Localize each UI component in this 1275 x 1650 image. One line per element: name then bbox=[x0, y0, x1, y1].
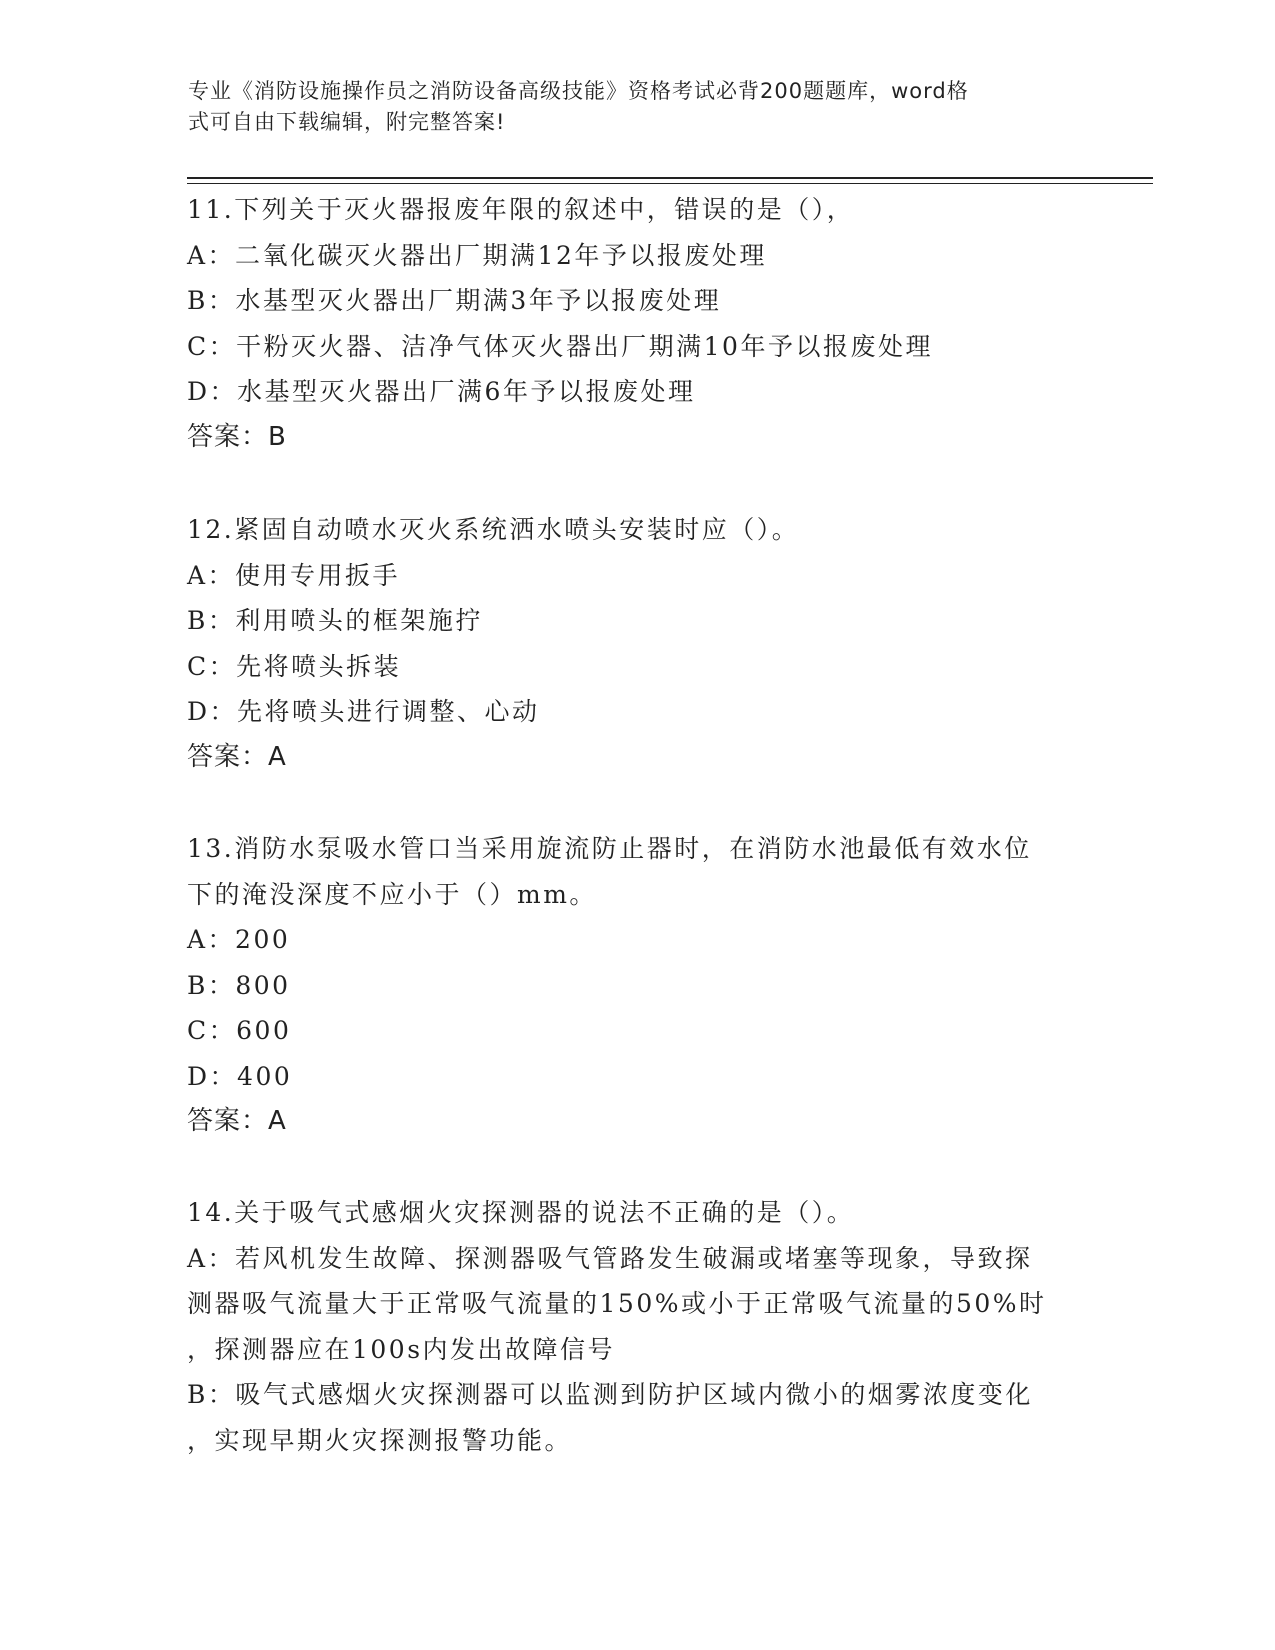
header-divider-thick bbox=[187, 177, 1153, 179]
question-stem bbox=[187, 1190, 1087, 1236]
option-b bbox=[187, 598, 1087, 644]
option-line: B：水基型灭火器出厂期满3年予以报废处理 bbox=[187, 286, 722, 315]
option-line: A：二氧化碳灭火器出厂期满12年予以报废处理 bbox=[187, 240, 767, 270]
option-line: C：600 bbox=[187, 1016, 292, 1045]
option-c bbox=[187, 324, 1087, 370]
option-line: B：800 bbox=[187, 970, 291, 1000]
header-line: 式可自由下载编辑，附完整答案! bbox=[188, 110, 506, 134]
option-line: A：200 bbox=[187, 925, 291, 954]
option-line: B：利用喷头的框架施拧 bbox=[187, 606, 483, 635]
option-c bbox=[187, 1008, 1087, 1054]
option-d bbox=[187, 369, 1087, 415]
question-stem bbox=[187, 187, 1087, 233]
option-d bbox=[187, 1054, 1087, 1100]
option-a bbox=[187, 917, 1087, 963]
option-line: A：使用专用扳手 bbox=[187, 560, 401, 590]
document-header bbox=[188, 76, 1068, 138]
stem-line: 下的淹没深度不应小于（）mm。 bbox=[187, 879, 597, 909]
option-a bbox=[187, 1236, 1087, 1373]
question-11 bbox=[187, 187, 1087, 460]
option-b bbox=[187, 1372, 1087, 1463]
option-line: B：吸气式感烟火灾探测器可以监测到防护区域内微小的烟雾浓度变化 bbox=[187, 1380, 1033, 1409]
question-12 bbox=[187, 507, 1087, 780]
option-line: D：水基型灭火器出厂满6年予以报废处理 bbox=[187, 377, 696, 406]
header-divider-thin bbox=[187, 183, 1153, 184]
stem-line: 11.下列关于灭火器报废年限的叙述中，错误的是（）， bbox=[187, 195, 855, 224]
answer-label: 答案：B bbox=[187, 421, 287, 452]
question-stem bbox=[187, 826, 1087, 917]
header-line: 专业《消防设施操作员之消防设备高级技能》资格考试必背200题题库，word格 bbox=[188, 79, 969, 103]
option-line: C：干粉灭火器、洁净气体灭火器出厂期满10年予以报废处理 bbox=[187, 331, 933, 361]
question-14 bbox=[187, 1190, 1087, 1463]
option-a bbox=[187, 553, 1087, 599]
option-line: ，探测器应在100s内发出故障信号 bbox=[187, 1334, 616, 1364]
option-b bbox=[187, 963, 1087, 1009]
option-d bbox=[187, 689, 1087, 735]
question-stem bbox=[187, 507, 1087, 553]
question-13 bbox=[187, 826, 1087, 1145]
option-line: ，实现早期火灾探测报警功能。 bbox=[187, 1425, 573, 1455]
option-line: 测器吸气流量大于正常吸气流量的150%或小于正常吸气流量的50%时 bbox=[187, 1289, 1047, 1318]
option-line: C：先将喷头拆装 bbox=[187, 651, 402, 681]
stem-line: 13.消防水泵吸水管口当采用旋流防止器时，在消防水池最低有效水位 bbox=[187, 834, 1032, 863]
option-b bbox=[187, 278, 1087, 324]
option-line: D：400 bbox=[187, 1061, 293, 1091]
option-line: D：先将喷头进行调整、心动 bbox=[187, 697, 540, 726]
option-a bbox=[187, 233, 1087, 279]
stem-line: 12.紧固自动喷水灭火系统洒水喷头安装时应（）。 bbox=[187, 515, 800, 544]
option-line: A：若风机发生故障、探测器吸气管路发生破漏或堵塞等现象，导致探 bbox=[187, 1243, 1033, 1273]
stem-line: 14.关于吸气式感烟火灾探测器的说法不正确的是（）。 bbox=[187, 1198, 855, 1227]
option-c bbox=[187, 644, 1087, 690]
answer-label: 答案：A bbox=[187, 1106, 287, 1136]
answer-label: 答案：A bbox=[187, 741, 287, 772]
